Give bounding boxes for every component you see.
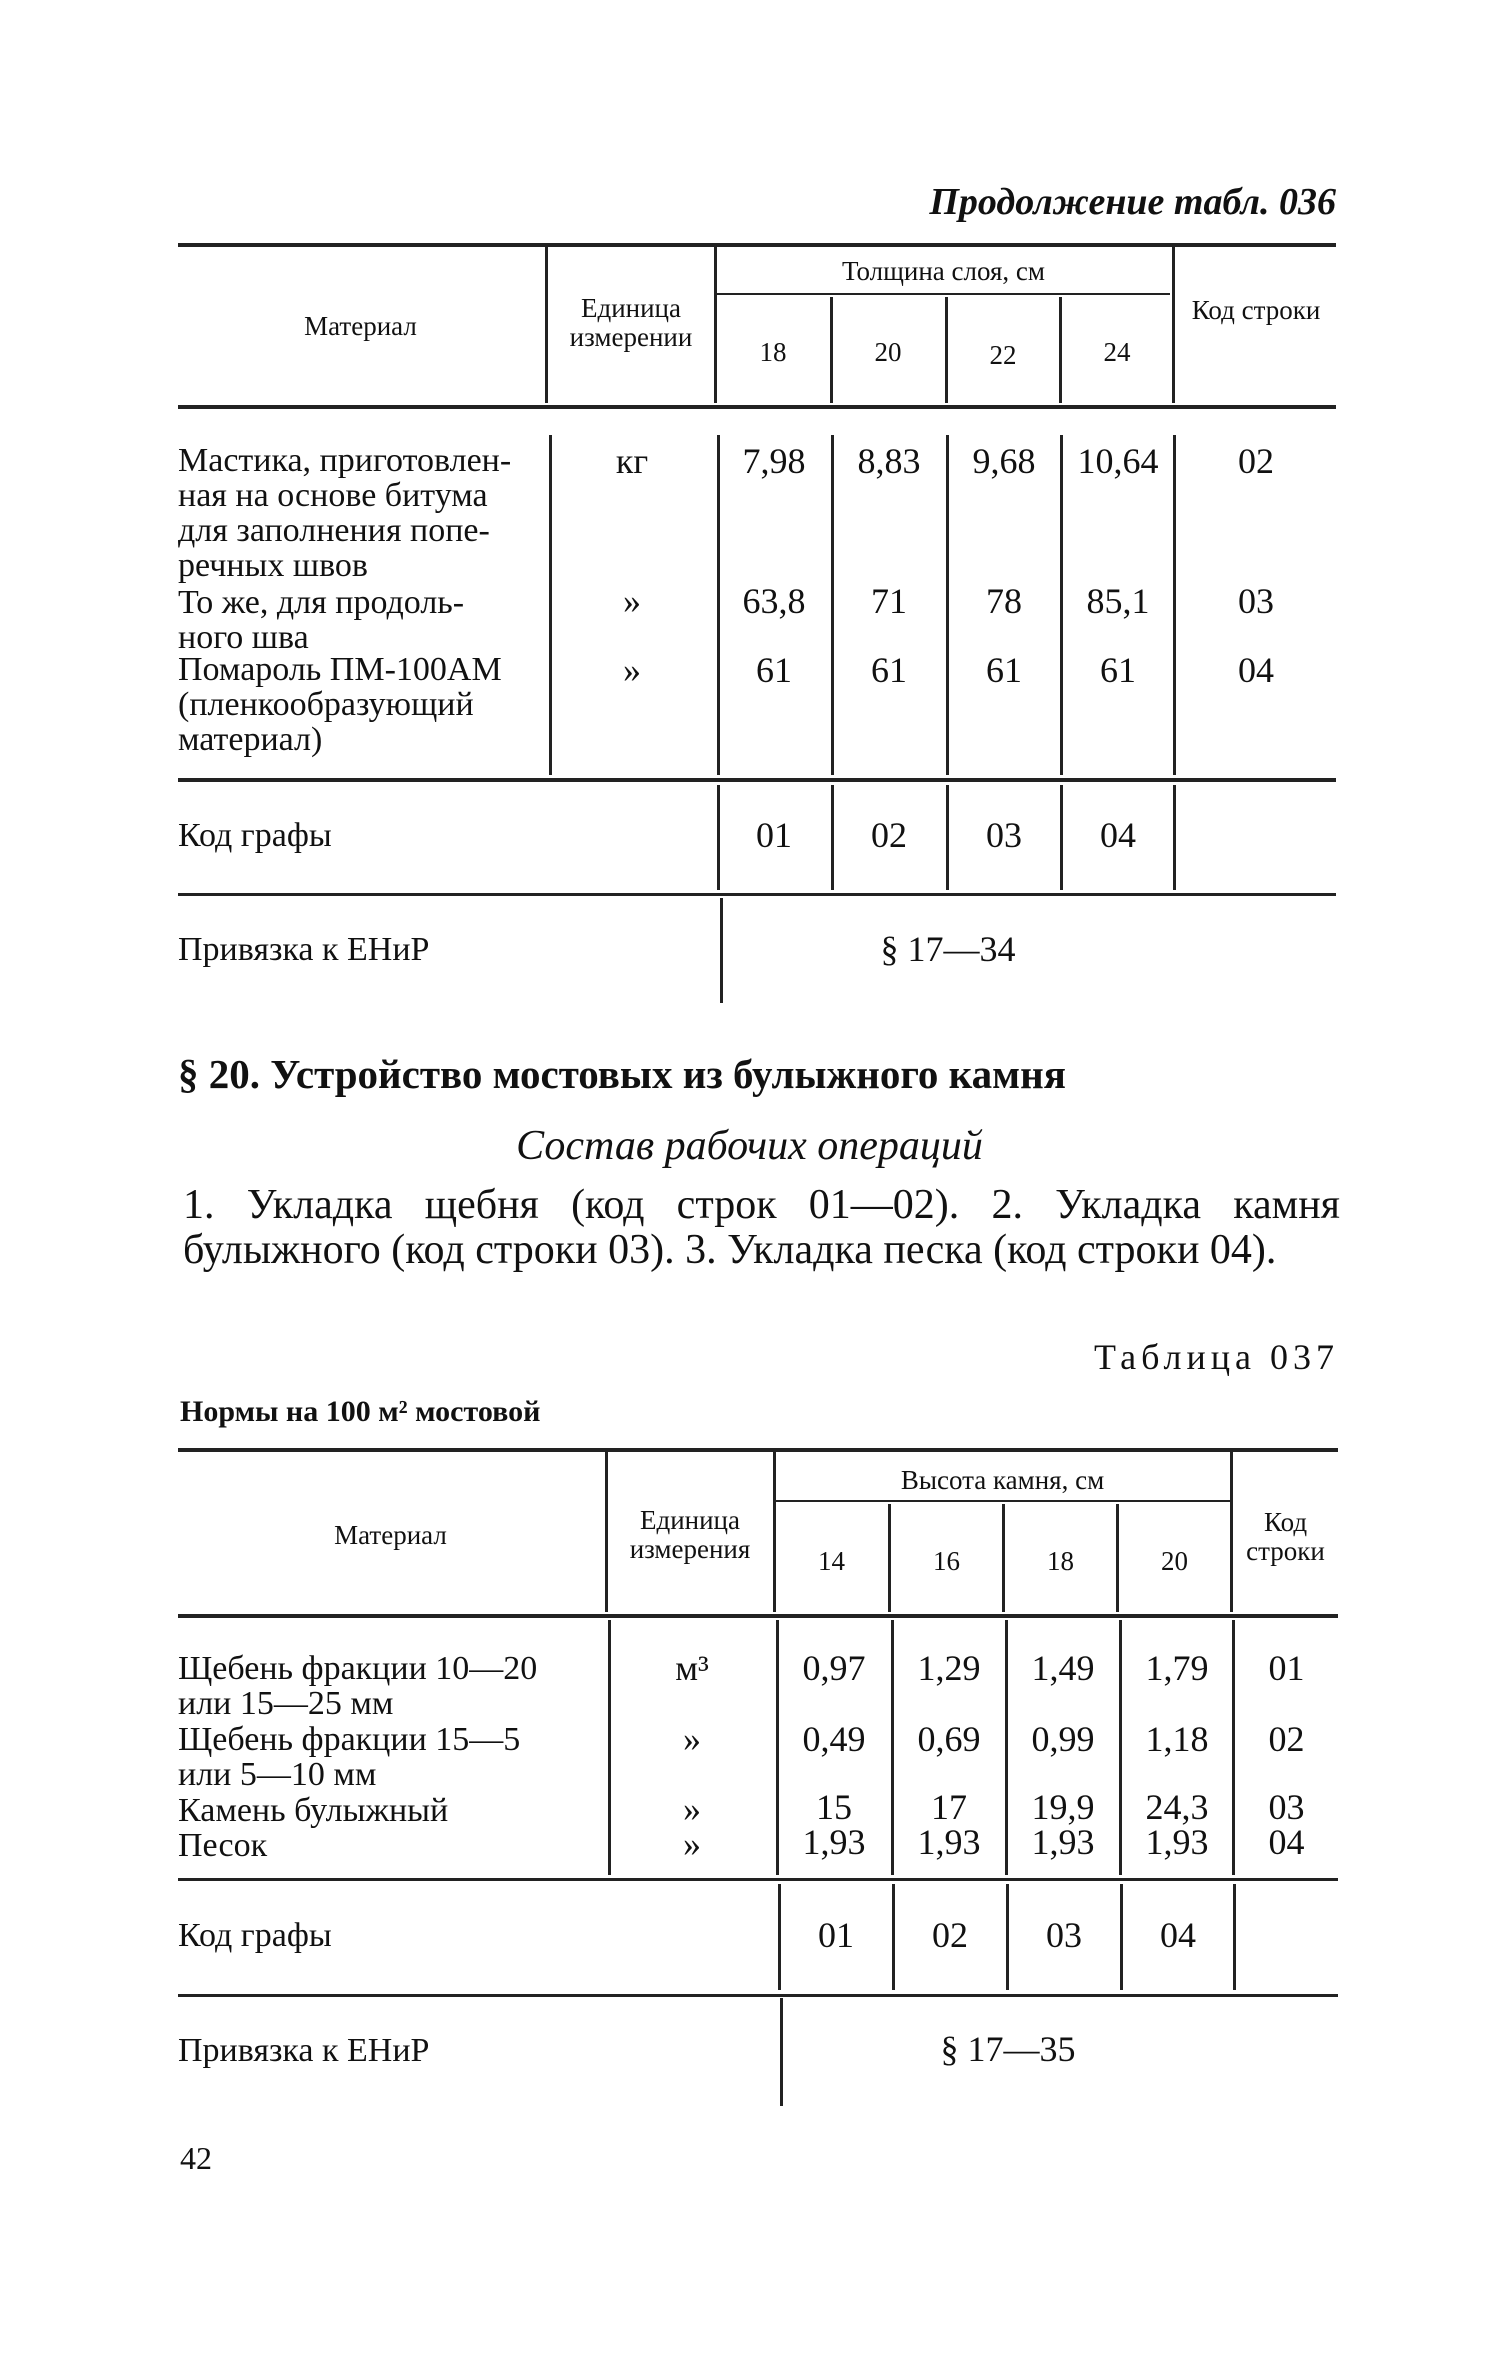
col-code: 04 <box>1100 815 1136 855</box>
enir-value: § 17—35 <box>940 2029 1076 2069</box>
row-material: Помароль ПМ-100АМ (пленкообразующий материал) <box>178 651 502 758</box>
header-col-20: 20 <box>1161 1546 1188 1576</box>
row-code: 02 <box>1238 441 1274 481</box>
enir-value: § 17—34 <box>880 929 1016 969</box>
row-material: Щебень фракции 15—5 или 5—10 мм <box>178 1721 521 1793</box>
header-col-16: 16 <box>933 1546 960 1576</box>
row-unit: » <box>623 581 641 621</box>
row-material: Песок <box>178 1827 268 1864</box>
col-code: 02 <box>932 1915 968 1955</box>
row-unit: » <box>683 1824 701 1864</box>
row-value: 1,29 <box>917 1648 981 1688</box>
row-unit: кг <box>615 441 649 481</box>
row-value: 61 <box>1100 650 1136 690</box>
header-unit: Единица измерении <box>569 293 693 352</box>
header-col-20: 20 <box>874 337 902 367</box>
operations-text: 1. Укладка щебня (код строк 01—02). 2. Укладка камня булыжного (код строки 03). 3. Укладка песка (код строки 04). <box>183 1182 1340 1273</box>
norms-caption: Нормы на 100 м² мостовой <box>180 1395 541 1428</box>
col-code: 01 <box>818 1915 854 1955</box>
row-value: 0,49 <box>802 1719 866 1759</box>
col-codes-label: Код графы <box>178 1917 332 1954</box>
col-code: 03 <box>986 815 1022 855</box>
row-material: То же, для продоль- ного шва <box>178 584 465 656</box>
row-value: 24,3 <box>1145 1787 1209 1827</box>
row-unit: » <box>623 650 641 690</box>
row-value: 78 <box>986 581 1022 621</box>
col-code: 03 <box>1046 1915 1082 1955</box>
row-value: 10,64 <box>1077 441 1159 481</box>
row-value: 15 <box>816 1787 852 1827</box>
header-col-18: 18 <box>1047 1546 1074 1576</box>
row-value: 19,9 <box>1031 1787 1095 1827</box>
row-material: Щебень фракции 10—20 или 15—25 мм <box>178 1650 538 1722</box>
row-code: 04 <box>1268 1822 1305 1862</box>
header-thickness-group: Толщина слоя, см <box>842 256 1045 286</box>
row-value: 1,93 <box>802 1822 866 1862</box>
row-code: 01 <box>1268 1648 1305 1688</box>
header-col-14: 14 <box>818 1546 845 1576</box>
row-value: 61 <box>756 650 792 690</box>
col-codes-label: Код графы <box>178 817 332 854</box>
row-value: 8,83 <box>857 441 921 481</box>
col-code: 02 <box>871 815 907 855</box>
page-number: 42 <box>180 2140 212 2176</box>
header-height-group: Высота камня, см <box>900 1465 1105 1495</box>
row-value: 7,98 <box>742 441 806 481</box>
row-value: 0,97 <box>802 1648 866 1688</box>
row-material: Камень булыжный <box>178 1792 449 1829</box>
row-code: 03 <box>1238 581 1274 621</box>
row-value: 1,79 <box>1145 1648 1209 1688</box>
header-col-22: 22 <box>989 340 1017 370</box>
enir-label: Привязка к ЕНиР <box>178 931 430 968</box>
row-code: 04 <box>1238 650 1274 690</box>
header-code: Код строки <box>1191 295 1321 325</box>
header-code: Код строки <box>1246 1507 1325 1566</box>
row-unit: м³ <box>675 1648 709 1688</box>
col-code: 01 <box>756 815 792 855</box>
header-unit: Единица измерения <box>629 1505 751 1564</box>
row-code: 02 <box>1268 1719 1305 1759</box>
operations-title: Состав рабочих операций <box>516 1123 983 1169</box>
header-material: Материал <box>304 311 417 341</box>
row-value: 1,93 <box>1145 1822 1209 1862</box>
continuation-title: Продолжение табл. 036 <box>929 181 1336 223</box>
row-value: 85,1 <box>1086 581 1150 621</box>
header-material: Материал <box>334 1520 447 1550</box>
row-value: 63,8 <box>742 581 806 621</box>
row-material: Мастика, приготовлен- ная на основе битума для заполнения попе- речных швов <box>178 442 512 584</box>
row-value: 1,49 <box>1031 1648 1095 1688</box>
row-unit: » <box>683 1719 701 1759</box>
row-value: 71 <box>871 581 907 621</box>
row-value: 61 <box>871 650 907 690</box>
col-code: 04 <box>1160 1915 1196 1955</box>
table-037-label: Таблица 037 <box>1094 1337 1339 1377</box>
row-value: 17 <box>931 1787 967 1827</box>
row-value: 0,99 <box>1031 1719 1095 1759</box>
row-code: 03 <box>1268 1787 1305 1827</box>
row-value: 1,18 <box>1145 1719 1209 1759</box>
row-value: 1,93 <box>917 1822 981 1862</box>
row-unit: » <box>683 1789 701 1829</box>
header-col-24: 24 <box>1103 337 1131 367</box>
section-title: § 20. Устройство мостовых из булыжного камня <box>178 1051 1066 1097</box>
row-value: 61 <box>986 650 1022 690</box>
row-value: 9,68 <box>972 441 1036 481</box>
enir-label: Привязка к ЕНиР <box>178 2032 430 2069</box>
row-value: 0,69 <box>917 1719 981 1759</box>
row-value: 1,93 <box>1031 1822 1095 1862</box>
header-col-18: 18 <box>759 337 787 367</box>
